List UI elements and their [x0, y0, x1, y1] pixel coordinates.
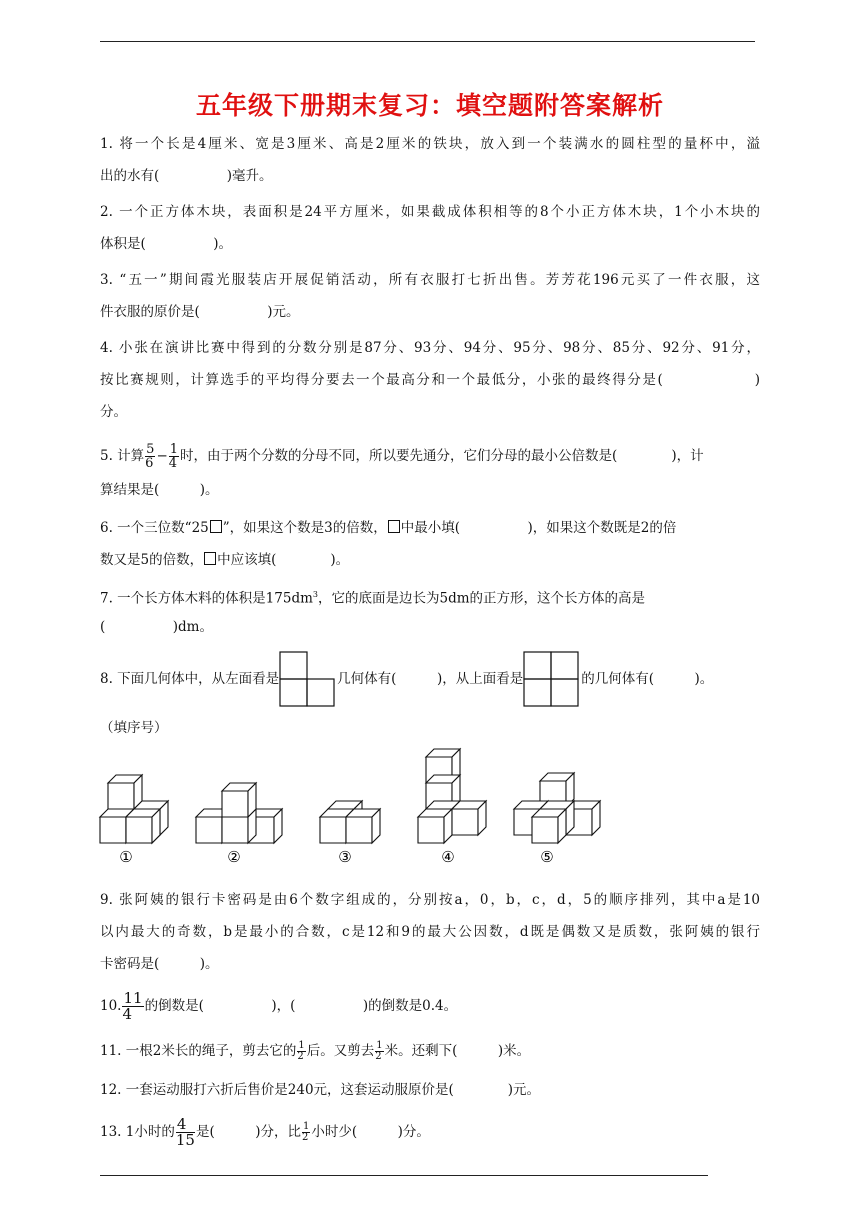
- q7-line2: ( )dm。: [100, 619, 213, 635]
- question-6: [100, 512, 760, 576]
- question-11: [100, 1036, 760, 1066]
- q13-text-c: 小时少( )分。: [311, 1124, 430, 1140]
- cube-figures: [96, 745, 696, 870]
- q10-text-b: 的倒数是( )，( )的倒数是0.4。: [144, 998, 458, 1014]
- question-13: [100, 1110, 760, 1154]
- q6-text-e: 中应该填( )。: [217, 552, 350, 568]
- denominator: 2: [297, 1051, 304, 1062]
- question-4: [100, 332, 760, 428]
- figure-label-5: ⑤: [540, 848, 554, 866]
- q11-line1: [100, 1036, 760, 1066]
- numerator: 1: [376, 1040, 383, 1051]
- figure-4: [418, 749, 486, 843]
- header-rule: [100, 41, 755, 42]
- figure-5: [514, 773, 600, 843]
- figure-label-1: ①: [119, 848, 133, 866]
- q9-line1: 9. 张阿姨的银行卡密码是由6个数字组成的，分别按a，0，b，c，d，5的顺序排列，其中a是10: [100, 892, 760, 908]
- q5-line2: 算结果是( )。: [100, 482, 219, 498]
- blank-square-icon: [210, 520, 222, 533]
- blank-square-icon: [388, 520, 400, 533]
- q13-fraction-2: [302, 1122, 310, 1143]
- q6-line1: [100, 512, 760, 544]
- numerator: 4: [176, 1117, 195, 1133]
- q11-text-c: 米。还剩下( )米。: [384, 1043, 531, 1059]
- q9-line3: 卡密码是( )。: [100, 956, 219, 972]
- question-12: [100, 1074, 760, 1106]
- numerator: 1: [303, 1121, 310, 1132]
- q13-text-a: 13. 1小时的: [100, 1124, 175, 1140]
- q10-text-a: 10.: [100, 998, 122, 1014]
- q11-text-b: 后。又剪去: [306, 1043, 375, 1059]
- q1-line2: 出的水有( )毫升。: [100, 168, 273, 184]
- question-10: [100, 984, 760, 1028]
- denominator: 2: [375, 1051, 382, 1062]
- q13-fraction-1: [176, 1117, 195, 1148]
- figure-label-2: ②: [227, 848, 241, 866]
- denominator: 6: [145, 456, 154, 471]
- q6-text-a: 6. 一个三位数“25: [100, 520, 209, 536]
- question-9: [100, 884, 760, 980]
- q3-line1: 3. “五一”期间霞光服装店开展促销活动，所有衣服打七折出售。芳芳花196元买了一件衣服，这: [100, 272, 760, 288]
- q6-text-c: 中最小填( )，如果这个数既是2的倍: [400, 520, 677, 536]
- q4-line1: 4. 小张在演讲比赛中得到的分数分别是87分、93分、94分、95分、98分、85分、92分、91分，: [100, 340, 760, 356]
- denominator: 4: [168, 456, 178, 471]
- q11-fraction-2: [375, 1041, 383, 1062]
- figure-3: [320, 801, 380, 843]
- figure-label-4: ④: [441, 848, 455, 866]
- denominator: 2: [302, 1132, 309, 1143]
- q2-line2: 体积是( )。: [100, 236, 233, 252]
- q8-line1: [100, 650, 760, 708]
- figure-1: [100, 775, 168, 843]
- q13-text-b: 是( )分，比: [195, 1124, 301, 1140]
- q5-fraction-2: [169, 443, 179, 470]
- q6-text-d: 数又是5的倍数，: [100, 552, 204, 568]
- q13-line1: [100, 1110, 760, 1154]
- question-7: [100, 579, 760, 643]
- q10-line1: [100, 984, 760, 1028]
- figure-2: [196, 783, 282, 843]
- q7-text-b: ，它的底面是边长为5dm的正方形，这个长方体的高是: [317, 590, 646, 607]
- q6-text-b: ”，如果这个数是3的倍数，: [222, 520, 387, 536]
- q5-text-a: 5. 计算: [100, 448, 145, 464]
- q12-line1: 12. 一套运动服打六折后售价是240元，这套运动服原价是( )元。: [100, 1082, 541, 1098]
- q7-line1: [100, 579, 760, 611]
- numerator: 1: [169, 442, 179, 457]
- footer-rule: [100, 1175, 708, 1176]
- q4-line3: 分。: [100, 404, 127, 420]
- top-view-icon: [523, 651, 581, 708]
- q11-text-a: 11. 一根2米长的绳子，剪去它的: [100, 1043, 297, 1059]
- denominator: 15: [175, 1131, 195, 1149]
- q5-fraction-1: [145, 443, 155, 470]
- question-2: [100, 196, 760, 260]
- question-8: [100, 650, 760, 744]
- superscript: 3: [312, 590, 318, 599]
- q2-line1: 2. 一个正方体木块，表面积是24平方厘米，如果截成体积相等的8个小正方体木块，1个小木块的: [100, 204, 760, 220]
- numerator: 5: [146, 442, 155, 457]
- blank-square-icon: [204, 552, 216, 565]
- q3-line2: 件衣服的原价是( )元。: [100, 304, 300, 320]
- q9-line2: 以内最大的奇数，b是最小的合数，c是12和9的最大公因数，d既是偶数又是质数，张阿姨的银行: [100, 924, 760, 940]
- q5-text-b: 时，由于两个分数的分母不同，所以要先通分，它们分母的最小公倍数是( )，计: [180, 448, 704, 464]
- q10-fraction: [122, 991, 143, 1022]
- q8-line2: （填序号）: [100, 720, 168, 736]
- q6-line2: [100, 544, 760, 576]
- minus-sign: −: [156, 448, 168, 464]
- q7-text-a: 7. 一个长方体木料的体积是175dm: [100, 590, 313, 607]
- question-3: [100, 264, 760, 328]
- page-title: 五年级下册期末复习：填空题附答案解析: [195, 91, 664, 120]
- q11-fraction-1: [297, 1041, 305, 1062]
- figure-label-3: ③: [338, 848, 352, 866]
- numerator: 1: [298, 1040, 305, 1051]
- left-view-icon: [279, 651, 337, 708]
- question-1: [100, 128, 760, 192]
- q8-text-c: 的几何体有( )。: [581, 671, 714, 687]
- q4-line2: 按比赛规则，计算选手的平均得分要去一个最高分和一个最低分，小张的最终得分是( ): [100, 372, 760, 388]
- q8-text-a: 8. 下面几何体中，从左面看是: [100, 671, 280, 687]
- denominator: 4: [122, 1005, 133, 1023]
- q8-text-b: 几何体有( )，从上面看是: [337, 671, 524, 687]
- question-5: [100, 438, 760, 506]
- q5-line1: [100, 438, 760, 474]
- numerator: 11: [123, 989, 143, 1007]
- q1-line1: 1. 将一个长是4厘米、宽是3厘米、高是2厘米的铁块，放入到一个装满水的圆柱型的量杯中，溢: [100, 136, 760, 152]
